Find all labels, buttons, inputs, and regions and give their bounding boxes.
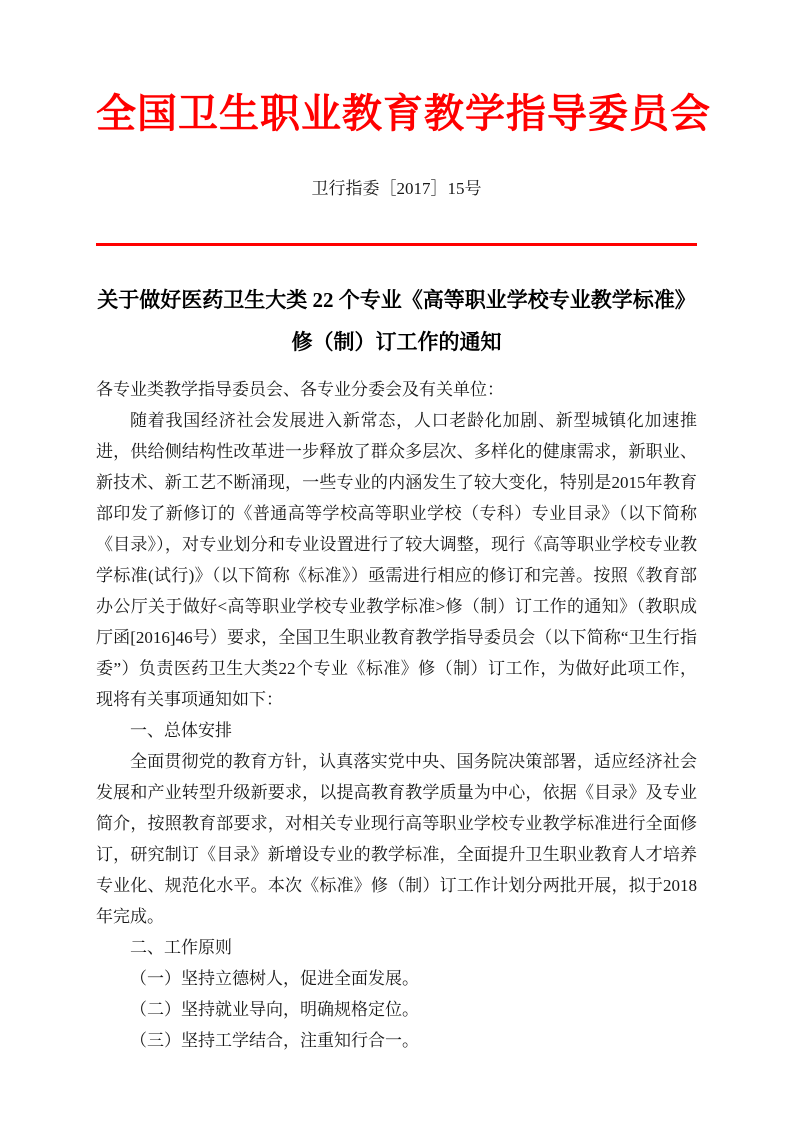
red-divider-line (96, 243, 697, 246)
document-title-line-1: 关于做好医药卫生大类 22 个专业《高等职业学校专业教学标准》 (97, 288, 696, 312)
paragraph-background: 随着我国经济社会发展进入新常态，人口老龄化加剧、新型城镇化加速推进，供给侧结构性改革进一步释放了群众多层次、多样化的健康需求，新职业、新技术、新工艺不断涌现，一些专业的内涵发生了较大变化，特别是2015年教育部印发了新修订的《普通高等学校高等职业学校（专科）专业目录》（以下简称《目录》），对专业划分和专业设置进行了较大调整，现行《高等职业学校专业教学标准(试行)》（以下简称《标准》）亟需进行相应的修订和完善。按照《教育部办公厅关于做好<高等职业学校专业教学标准>修（制）订工作的通知》（教职成厅函[2016]46号）要求，全国卫生职业教育教学指导委员会（以下简称“卫生行指委”）负责医药卫生大类22个专业《标准》修（制）订工作，为做好此项工作，现将有关事项通知如下： (96, 411, 697, 709)
doc-number: 卫行指委［2017］15号 (311, 179, 482, 198)
section-heading-overall-arrangement: 一、总体安排 (130, 721, 232, 740)
principle-item-2: （二）坚持就业导向，明确规格定位。 (130, 1000, 419, 1019)
principle-item-1: （一）坚持立德树人，促进全面发展。 (130, 969, 419, 988)
document-title-line-2: 修（制）订工作的通知 (291, 330, 502, 354)
principle-item-3: （三）坚持工学结合，注重知行合一。 (130, 1031, 419, 1050)
document-title (96, 279, 697, 363)
section-heading-work-principles: 二、工作原则 (130, 938, 232, 957)
salutation: 各专业类教学指导委员会、各专业分委会及有关单位： (96, 380, 504, 399)
letterhead-org-name: 全国卫生职业教育教学指导委员会 (96, 91, 711, 136)
paragraph-overall-arrangement: 全面贯彻党的教育方针，认真落实党中央、国务院决策部署，适应经济社会发展和产业转型升级新要求，以提高教育教学质量为中心，依据《目录》及专业简介，按照教育部要求，对相关专业现行高等职业学校专业教学标准进行全面修订，研究制订《目录》新增设专业的教学标准，全面提升卫生职业教育人才培养专业化、规范化水平。本次《标准》修（制）订工作计划分两批开展，拟于2018年完成。 (96, 752, 697, 926)
